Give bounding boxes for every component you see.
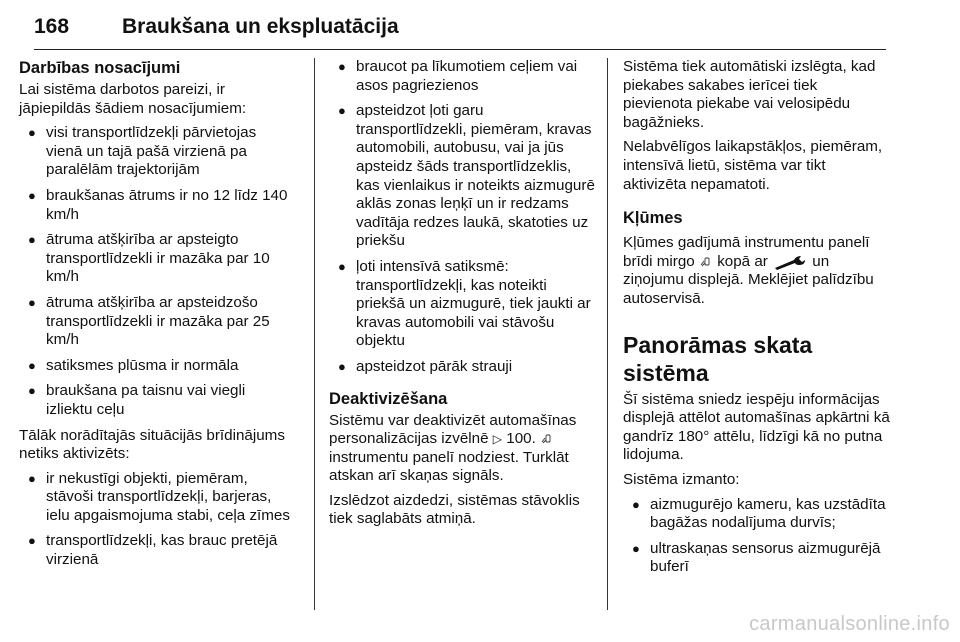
section-heading-deactivation: Deaktivizēšana — [329, 389, 448, 408]
paragraph: Tālāk norādītajās situācijās brīdinājums netiks aktivizēts: — [19, 426, 285, 463]
list-item: ● visi transportlīdzekļi pārvietojas vienā un tajā pašā virzienā pa paralēlām trajektorijām — [28, 124, 257, 179]
section-heading-conditions: Darbības nosacījumi — [19, 59, 181, 77]
column-1 — [19, 58, 294, 577]
list-item: ● transportlīdzekļi, kas brauc pretējā virzienā — [28, 532, 278, 569]
paragraph: Nelabvēlīgos laikapstākļos, piemēram, intensīvā lietū, sistēma var tikt aktivizēta nepamatoti. — [623, 138, 883, 193]
list-item: ● ātruma atšķirība ar apsteidzošo transportlīdzekli ir mazāka par 25 km/h — [28, 293, 270, 349]
section-heading-panorama: Panorāmas skata sistēma — [623, 331, 813, 386]
page-reference[interactable]: 100. — [506, 430, 536, 448]
list-item: ● braucot pa līkumotiem ceļiem vai asos pagriezienos — [338, 58, 578, 94]
section-heading-faults: Kļūmes — [623, 209, 683, 228]
page-reference-arrow-icon: ▷ — [492, 432, 503, 447]
conditions-list — [19, 124, 294, 419]
list-item: ● ir nekustīgi objekti, piemēram, stāvoši transportlīdzekļi, barjeras, ielu apgaismojuma stabi, ceļa zīmes — [28, 469, 290, 524]
paragraph: Sistēma izmanto: — [623, 470, 740, 488]
paragraph: Sistēmu var deaktivizēt automašīnas personalizācijas izvēlnē ▷ 100. instrumentu panelī nodziest. Turklāt atskan arī skaņas signāls. — [329, 411, 577, 485]
list-item: ● aizmugurējo kameru, kas uzstādīta bagāžas nodalījuma durvīs; — [632, 495, 886, 532]
paragraph: Lai sistēma darbotos pareizi, ir jāpiepildās šādiem nosacījumiem: — [19, 81, 247, 117]
bullet-icon: ● — [338, 59, 346, 74]
column-divider — [314, 58, 315, 610]
list-item: ● braukšanas ātrums ir no 12 līdz 140 km/h — [28, 186, 288, 223]
bullet-icon: ● — [28, 533, 36, 549]
list-item: ● apsteidzot pārāk strauji — [338, 357, 513, 375]
situations-list-continued — [329, 58, 596, 377]
list-item: ● braukšana pa taisnu vai viegli izliektu ceļu — [28, 382, 246, 418]
list-item: ● ātruma atšķirība ar apsteigto transportlīdzekli ir mazāka par 10 km/h — [28, 231, 270, 286]
wrench-icon — [772, 254, 808, 270]
bullet-icon: ● — [28, 294, 36, 310]
column-2 — [329, 58, 596, 535]
bullet-icon: ● — [338, 358, 346, 374]
bullet-icon: ● — [28, 125, 36, 141]
page-header — [34, 9, 886, 50]
situations-list — [19, 470, 294, 570]
page-number: 168 — [34, 15, 70, 38]
bullet-icon: ● — [28, 357, 36, 373]
bullet-icon: ● — [28, 470, 36, 486]
bullet-icon: ● — [632, 496, 640, 512]
list-item: ● apsteidzot ļoti garu transportlīdzekli, piemēram, kravas automobili, autobusu, vai ja jūs apsteidz šāds transportlīdzeklis, kas vienlaikus ir noteikts aizmugurē aklās zonas leņķī un ir redzams vadītāja redzes laukā, skatoties uz priekšu — [338, 102, 595, 250]
column-divider — [607, 58, 608, 610]
bullet-icon: ● — [338, 258, 346, 274]
side-blind-spot-alert-icon — [699, 256, 713, 268]
bullet-icon: ● — [28, 232, 36, 248]
bullet-icon: ● — [338, 103, 346, 119]
paragraph: Izslēdzot aizdedzi, sistēmas stāvoklis tiek saglabāts atmiņā. — [329, 491, 580, 528]
list-item: ● ultraskaņas sensorus aizmugurējā buferī — [632, 539, 881, 576]
column-3 — [623, 58, 890, 584]
uses-list — [623, 496, 890, 577]
side-blind-spot-alert-icon — [540, 433, 554, 445]
chapter-title: Braukšana un ekspluatācija — [122, 15, 399, 38]
list-item: ● ļoti intensīvā satiksmē: transportlīdzekļi, kas noteikti priekšā un aizmugurē, tiek jaukti ar kravas automobili vai stāvošu objektu — [338, 257, 591, 350]
paragraph: Kļūmes gadījumā instrumentu panelī brīdi mirgo kopā ar un ziņojumu displejā. Meklējiet palīdzību autoservisā. — [623, 234, 874, 307]
paragraph: Šī sistēma sniedz iespēju informācijas displejā attēlot automašīnas apkārtni kā gandrīz 180° attēlu, līdzīgi kā no putna lidojuma. — [623, 390, 890, 464]
watermark: carmanualsonline.info — [749, 613, 950, 635]
bullet-icon: ● — [28, 383, 36, 399]
list-item: ● satiksmes plūsma ir normāla — [28, 356, 239, 374]
bullet-icon: ● — [28, 187, 36, 203]
paragraph: Sistēma tiek automātiski izslēgta, kad piekabes sakabes ierīcei tiek pievienota piekabe vai velosipēdu bagāžnieks. — [623, 58, 876, 131]
bullet-icon: ● — [632, 540, 640, 556]
